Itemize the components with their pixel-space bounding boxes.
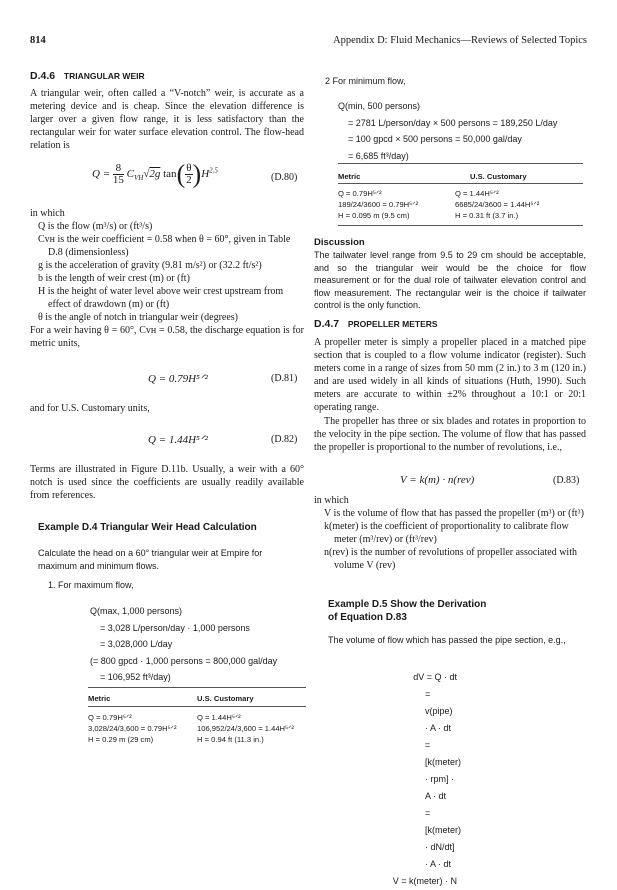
table-cell: H = 0.94 ft (11.3 in.) xyxy=(197,735,264,744)
definition-item: V is the volume of flow that has passed the propeller (m³) or (ft³) xyxy=(324,508,584,519)
calc-line: (= 800 gpcd · 1,000 persons = 800,000 gal/day xyxy=(90,655,278,666)
discussion-title: Discussion xyxy=(314,237,365,248)
para-60-degree: For a weir having θ = 60°, Cᴠʜ = 0.58, the discharge equation is for metric units, xyxy=(30,325,304,349)
triangular-weir-intro: A triangular weir, often called a “V-notch” weir, is accurate as a metering device and is cheap. Since the elevation difference is larger over a given flow range, it is less satisfactory than the rectangular weir for water surface elevation control. The flow-head relation is xyxy=(30,88,304,151)
table-head-us: U.S. Customary xyxy=(470,172,527,181)
definitions-right xyxy=(324,507,586,572)
section-d47-heading xyxy=(314,318,438,330)
table-head-metric: Metric xyxy=(88,694,111,703)
calc-line: = 3,028,000 L/day xyxy=(100,639,173,649)
calc-line: = 100 gpcd × 500 persons = 50,000 gal/day xyxy=(348,134,522,144)
equation-d83: V = k(m) · n(rev) xyxy=(400,474,475,486)
example-d4-min-calc xyxy=(338,98,557,164)
table-head-metric: Metric xyxy=(338,172,361,181)
derivation-block xyxy=(0,669,461,890)
example-d5-title-line2: of Equation D.83 xyxy=(328,612,407,623)
calc-line: = 6,685 ft³/day) xyxy=(348,150,409,161)
propeller-para-2: The propeller has three or six blades and rotates in proportion to the velocity in the pipe section. The volume of flow that has passed the propeller is proportional to the number of revolutions, i.e., xyxy=(314,416,586,453)
table-col-us xyxy=(455,188,539,221)
definition-item: Cᴠʜ is the weir coefficient = 0.58 when θ = 60°, given in Table D.8 (dimensionless) xyxy=(38,234,291,258)
table-rule-mid xyxy=(338,183,583,184)
terms-paragraph: Terms are illustrated in Figure D.11b. Usually, a weir with a 60° notch is used since the coefficients are usually readily available from references. xyxy=(30,464,304,501)
equation-d82: Q = 1.44H⁵ᐟ² xyxy=(148,434,208,446)
running-title: Appendix D: Fluid Mechanics—Reviews of Selected Topics xyxy=(333,35,587,46)
calc-line: Q(max, 1,000 persons) xyxy=(90,606,183,616)
table-cell: H = 0.31 ft (3.7 in.) xyxy=(455,211,519,220)
definition-item: Q is the flow (m³/s) or (ft³/s) xyxy=(38,221,153,232)
table-cell: H = 0.095 m (9.5 cm) xyxy=(338,211,410,220)
table-cell: Q = 0.79H⁵ᐟ² xyxy=(88,713,132,722)
propeller-para-1: A propeller meter is simply a propeller placed in a matched pipe section that is coupled to a flow volume indicator (register). Such meters come in a range of sizes from 50 mm (2 in.) to 3 m (120 in.) and are used widely in all kinds of situations (Huth, 1990). Such meters are accurate to within ±2% throughout a 10:1 or 20:1 operating range. xyxy=(314,337,586,413)
page-number: 814 xyxy=(30,35,46,46)
table-cell: 3,028/24/3,600 = 0.79H⁵ᐟ² xyxy=(88,724,177,733)
example-d4-item1: 1. For maximum flow, xyxy=(48,580,134,590)
table-cell: 189/24/3600 = 0.79H⁵ᐟ² xyxy=(338,200,419,209)
example-d4-title: Example D.4 Triangular Weir Head Calculation xyxy=(38,522,257,533)
equation-d83-label: (D.83) xyxy=(553,475,580,486)
derivation-line: = [k(meter) · dN/dt] · A · dt xyxy=(425,808,461,869)
equation-d81-label: (D.81) xyxy=(271,373,298,384)
derivation-line: = [k(meter) · rpm] · A · dt xyxy=(425,740,461,801)
calc-line: = 3,028 L/person/day · 1,000 persons xyxy=(100,622,250,633)
definition-item: k(meter) is the coefficient of proportionality to calibrate flow meter (m³/rev) or (ft³/rev) xyxy=(324,521,569,545)
section-title: TRIANGULAR WEIR xyxy=(63,71,145,81)
section-title: PROPELLER METERS xyxy=(347,319,438,329)
calc-line: Q(min, 500 persons) xyxy=(338,101,421,111)
table-cell: Q = 0.79H⁵ᐟ² xyxy=(338,189,382,198)
table-cell: 6685/24/3600 = 1.44H⁵ᐟ² xyxy=(455,200,540,209)
table-head-us: U.S. Customary xyxy=(197,694,254,703)
and-for-us: and for U.S. Customary units, xyxy=(30,403,150,414)
equation-d80-label: (D.80) xyxy=(271,172,298,183)
table-rule-bottom xyxy=(338,225,583,226)
example-d4-text: Calculate the head on a 60° triangular weir at Empire for maximum and minimum flows. xyxy=(38,548,263,571)
calc-line: = 2781 L/person/day × 500 persons = 189,250 L/day xyxy=(348,117,558,128)
table-cell: Q = 1.44H⁵ᐟ² xyxy=(455,189,499,198)
derivation-line: dV = Q · dt xyxy=(413,672,457,682)
definition-item: g is the acceleration of gravity (9.81 m/s²) or (32.2 ft/s²) xyxy=(38,260,262,271)
section-d46-heading xyxy=(30,70,145,82)
definition-item: b is the length of weir crest (m) or (ft) xyxy=(38,273,190,284)
equation-d80: Q = $\frac{8}{15}$ $C_{VH}√2g$ tan( $\frac{\theta}{2}$ )$H^{2.5}$ xyxy=(92,159,218,189)
definition-item: H is the height of water level above weir crest upstream from effect of drawdown (m) or (ft) xyxy=(38,286,284,310)
example-d5-text: The volume of flow which has passed the pipe section, e.g., xyxy=(328,635,566,645)
derivation-line: = v(pipe) · A · dt xyxy=(425,689,453,733)
section-number: D.4.6 xyxy=(30,70,56,82)
definitions-left xyxy=(38,220,304,324)
table-rule-top xyxy=(338,163,583,164)
calc-line: = 106,952 ft³/day) xyxy=(100,672,171,682)
whichin-right: in which xyxy=(314,495,349,506)
equation-d81: Q = 0.79H⁵ᐟ² xyxy=(148,373,208,385)
table-cell: 106,952/24/3,600 = 1.44H⁵ᐟ² xyxy=(197,724,294,733)
example-d5-title-line1: Example D.5 Show the Derivation xyxy=(328,599,487,610)
section-number: D.4.7 xyxy=(314,318,340,330)
definition-item: n(rev) is the number of revolutions of propeller associated with volume V (rev) xyxy=(324,547,577,571)
equation-d82-label: (D.82) xyxy=(271,434,298,445)
derivation-line: V = k(meter) · N xyxy=(392,876,457,886)
whichin-left: in which xyxy=(30,208,65,219)
definition-item: θ is the angle of notch in triangular weir (degrees) xyxy=(38,312,238,323)
table-cell: H = 0.29 m (29 cm) xyxy=(88,735,154,744)
example-d4-item2: 2 For minimum flow, xyxy=(325,76,406,86)
table-cell: Q = 1.44H⁵ᐟ² xyxy=(197,713,241,722)
table-col-metric xyxy=(338,188,418,221)
example-d5-title xyxy=(328,598,486,624)
discussion-text: The tailwater level range from 9.5 to 29 cm should be acceptable, and so the triangular weir would be the choice for flow measurement or for the dual role of tailwater elevation control and flow measurement. The rectangular weir is the choice if tailwater control is the only function. xyxy=(314,250,586,310)
